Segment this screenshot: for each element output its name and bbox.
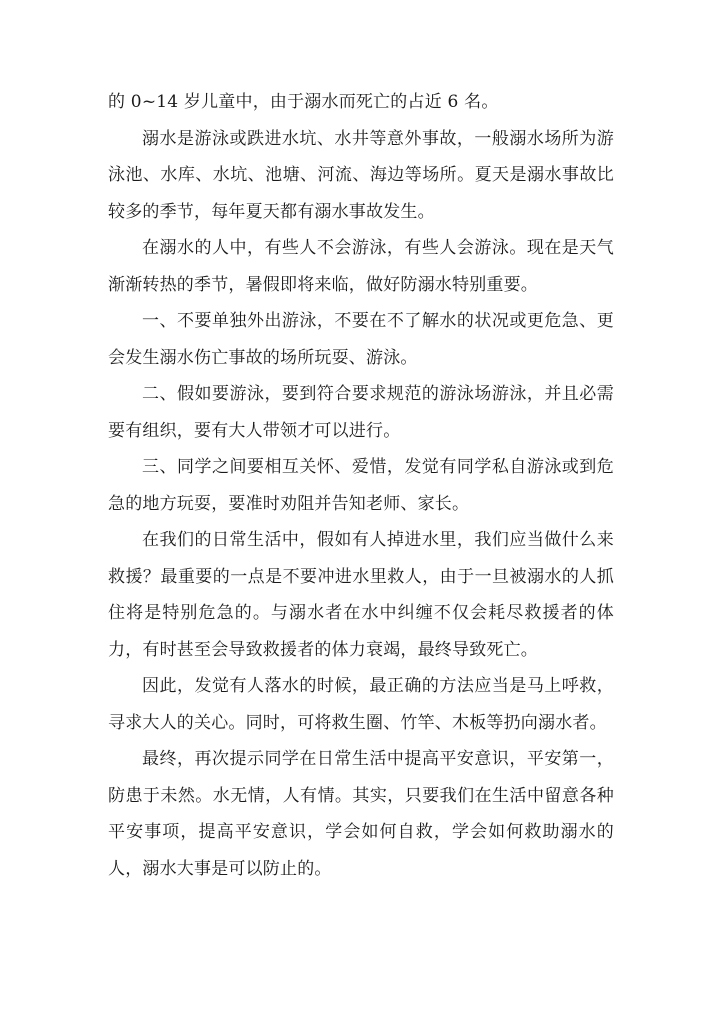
paragraph-continuation: 的 0~14 岁儿童中，由于溺水而死亡的占近 6 名。	[108, 92, 499, 112]
paragraph-summer-safety: 在溺水的人中，有些人不会游泳，有些人会游泳。现在是天气渐渐转热的季节，暑假即将来临，做好防溺水特别重要。	[108, 238, 614, 295]
document-body	[108, 84, 614, 887]
paragraph-rule-three: 三、同学之间要相互关怀、爱惜，发觉有同学私自游泳或到危急的地方玩耍，要准时劝阻并告知老师、家长。	[108, 457, 614, 514]
paragraph-conclusion: 最终，再次提示同学在日常生活中提高平安意识，平安第一，防患于未然。水无情，人有情。其实，只要我们在生活中留意各种平安事项，提高平安意识，学会如何自救，学会如何救助溺水的人，溺水大事是可以防止的。	[108, 749, 614, 879]
paragraph-rule-two: 二、假如要游泳，要到符合要求规范的游泳场游泳，并且必需要有组织，要有大人带领才可以进行。	[108, 384, 614, 441]
paragraph-correct-method: 因此，发觉有人落水的时候，最正确的方法应当是马上呼救，寻求大人的关心。同时，可将救生圈、竹竿、木板等扔向溺水者。	[108, 676, 614, 733]
paragraph-rescue-warning: 在我们的日常生活中，假如有人掉进水里，我们应当做什么来救援？最重要的一点是不要冲进水里救人，由于一旦被溺水的人抓住将是特别危急的。与溺水者在水中纠缠不仅会耗尽救援者的体力，有时甚至会导致救援者的体力衰竭，最终导致死亡。	[108, 530, 614, 660]
paragraph-drowning-definition: 溺水是游泳或跌进水坑、水井等意外事故，一般溺水场所为游泳池、水库、水坑、池塘、河流、海边等场所。夏天是溺水事故比较多的季节，每年夏天都有溺水事故发生。	[108, 128, 614, 222]
paragraph-rule-one: 一、不要单独外出游泳，不要在不了解水的状况或更危急、更会发生溺水伤亡事故的场所玩耍、游泳。	[108, 311, 614, 368]
